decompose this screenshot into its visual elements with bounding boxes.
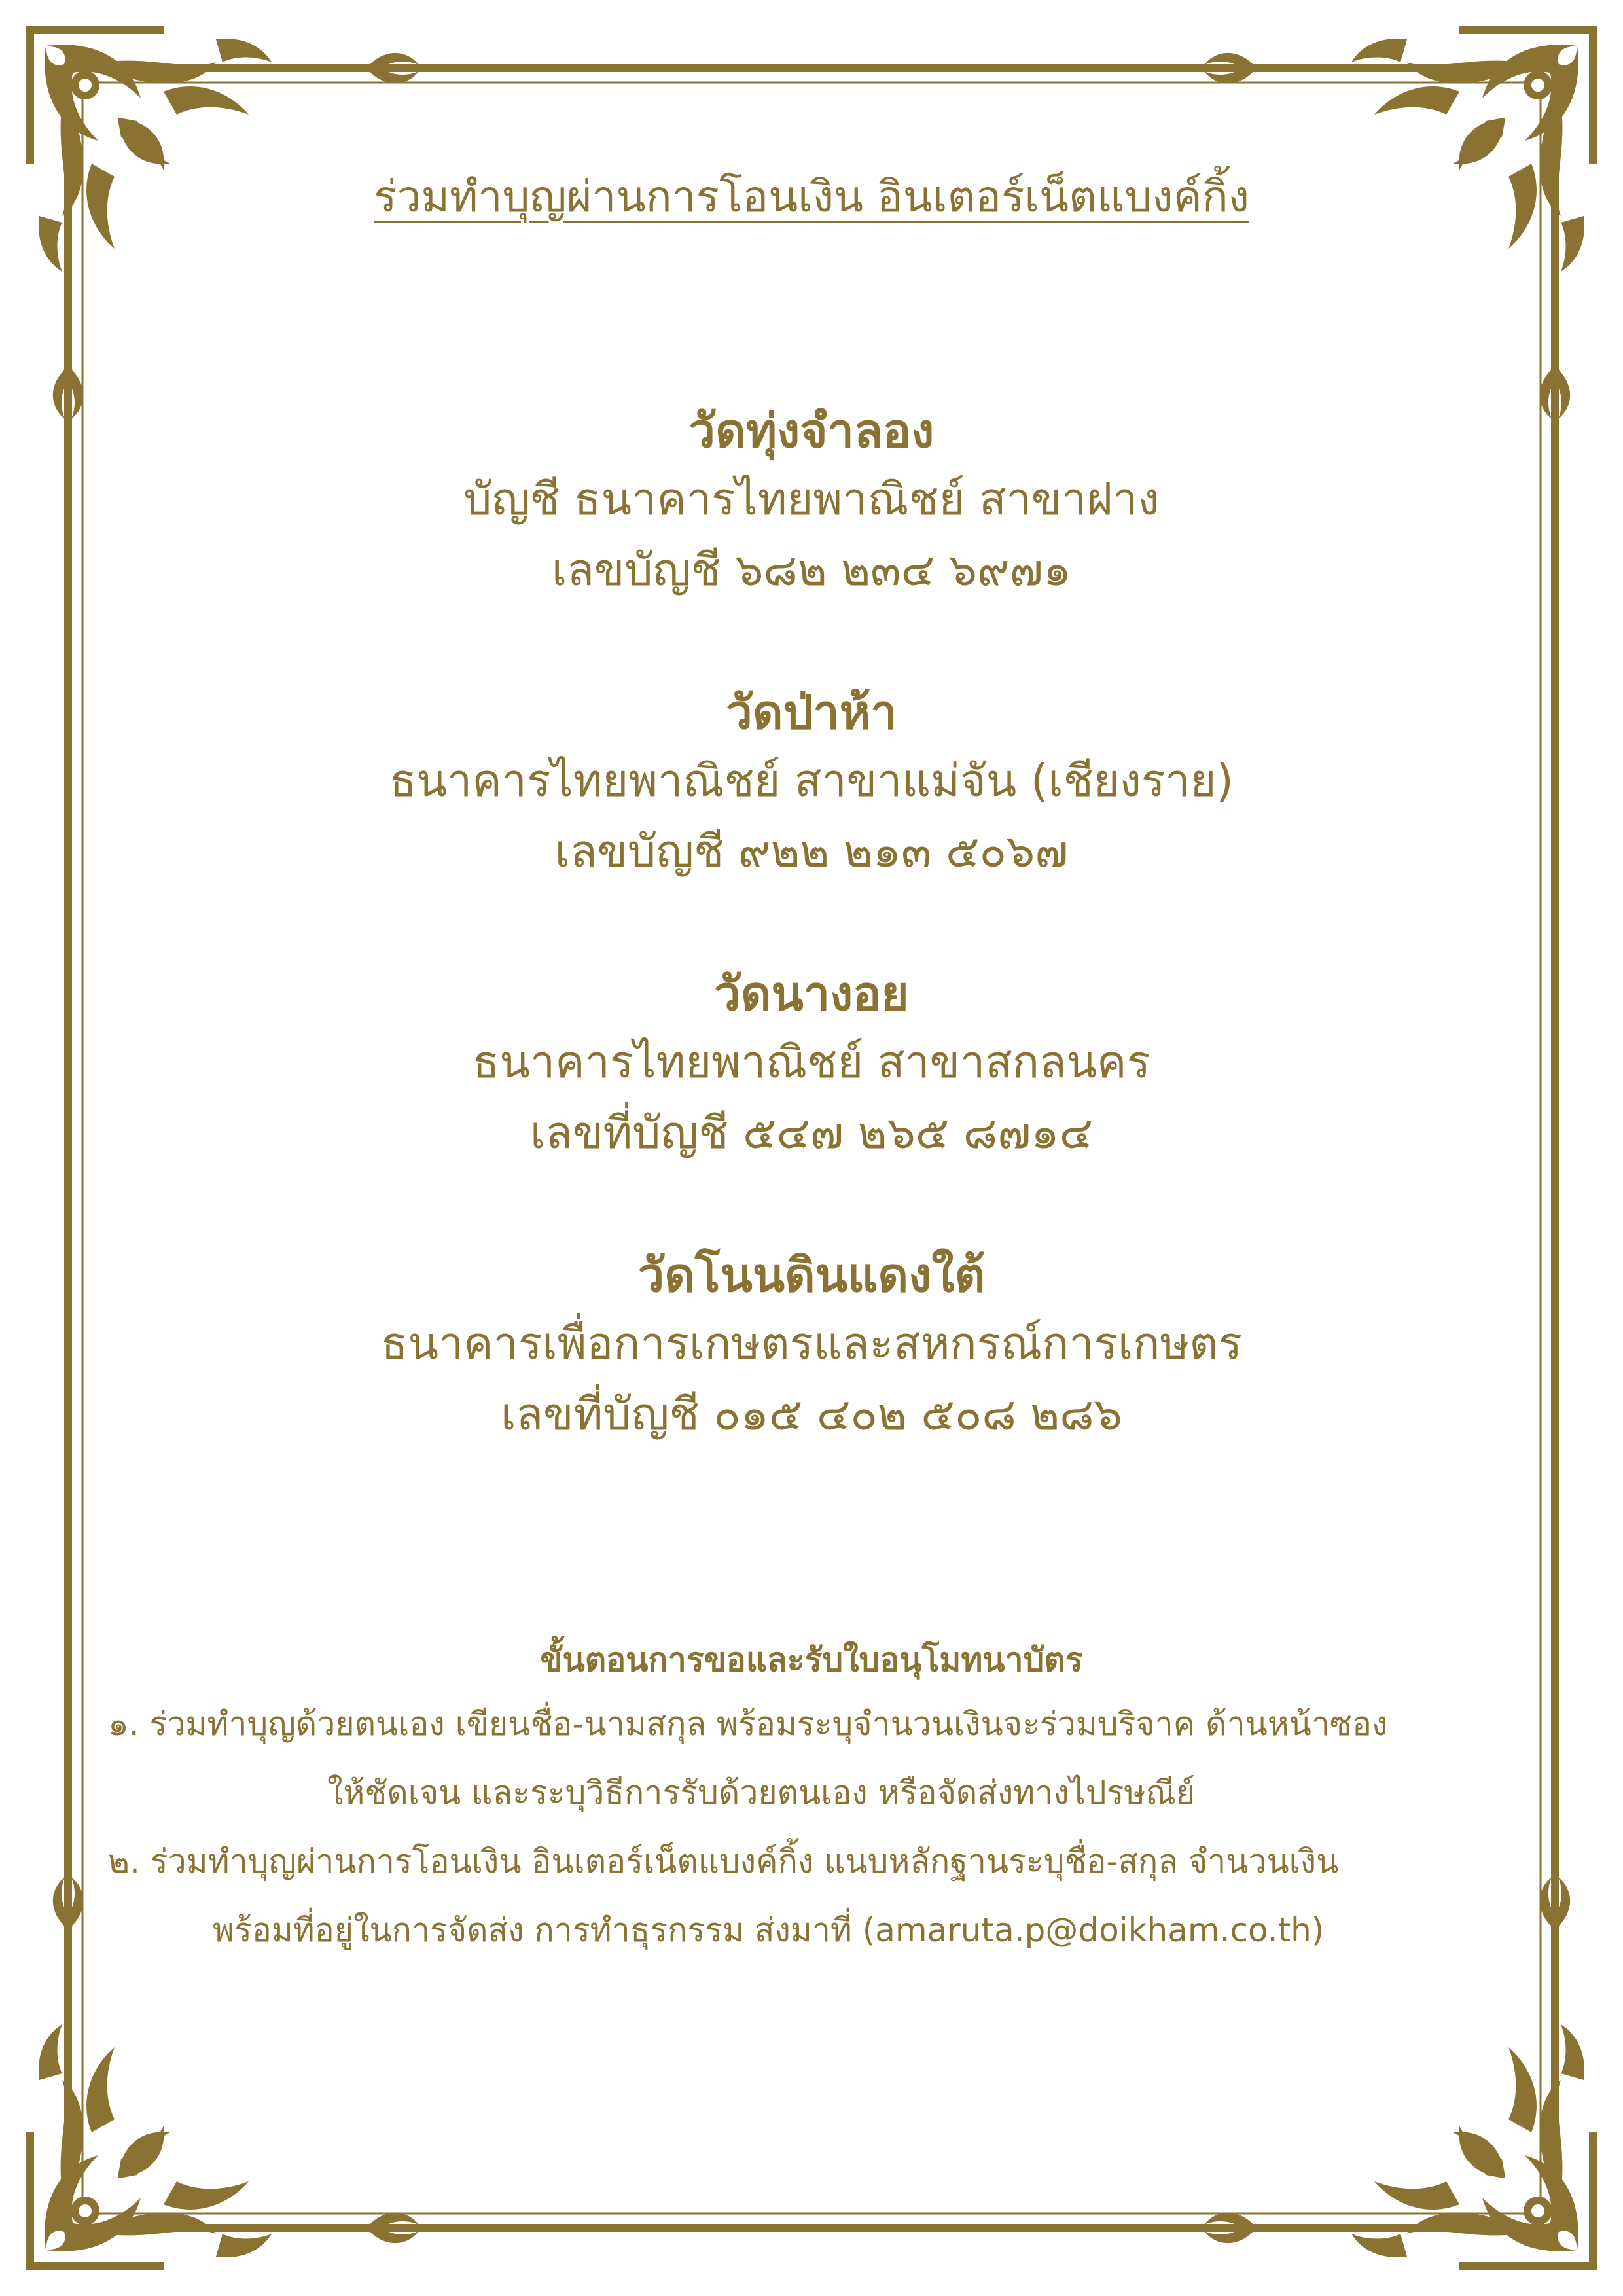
temple-name: วัดนางอย: [714, 966, 909, 1021]
step-1-line-1: ๑. ร่วมทำบุญด้วยตนเอง เขียนชื่อ-นามสกุล พร้อมระบุจำนวนเงินจะร่วมบริจาค ด้านหน้าซอง: [108, 1705, 1388, 1743]
steps-heading: ขั้นตอนการขอและรับใบอนุโมทนาบัตร: [540, 1641, 1083, 1679]
step-2-line-1: ๒. ร่วมทำบุญผ่านการโอนเงิน อินเตอร์เน็ตแบงค์กิ้ง แนบหลักฐานระบุชื่อ-สกุล จำนวนเงิน: [108, 1842, 1339, 1880]
temple-name: วัดโนนดินแดงใต้: [637, 1247, 986, 1302]
account-number: เลขบัญชี ๙๒๒ ๒๑๓ ๕๐๖๗: [554, 826, 1069, 878]
account-number: เลขที่บัญชี ๕๔๗ ๒๖๕ ๘๗๑๔: [529, 1107, 1094, 1159]
step-1-line-2: ให้ชัดเจน และระบุวิธีการรับด้วยตนเอง หรือจัดส่งทางไปรษณีย์: [327, 1774, 1196, 1812]
temple-name: วัดป่าห้า: [726, 685, 897, 740]
bank-branch: ธนาคารไทยพาณิชย์ สาขาสกลนคร: [472, 1037, 1151, 1088]
page-title: ร่วมทำบุญผ่านการโอนเงิน อินเตอร์เน็ตแบงค์กิ้ง: [374, 171, 1249, 222]
bank-branch: ธนาคารไทยพาณิชย์ สาขาแม่จัน (เชียงราย): [389, 755, 1234, 807]
temple-name: วัดทุ่งจำลอง: [688, 403, 935, 458]
account-number: เลขที่บัญชี ๐๑๕ ๔๐๒ ๕๐๘ ๒๘๖: [501, 1389, 1122, 1441]
step-2-line-2: พร้อมที่อยู่ในการจัดส่ง การทำธุรกรรม ส่งมาที่ (amaruta.p@doikham.co.th): [213, 1911, 1325, 1949]
bank-branch: บัญชี ธนาคารไทยพาณิชย์ สาขาฝาง: [463, 474, 1160, 526]
bank-branch: ธนาคารเพื่อการเกษตรและสหกรณ์การเกษตร: [380, 1318, 1242, 1370]
account-number: เลขบัญชี ๖๘๒ ๒๓๔ ๖๙๗๑: [552, 545, 1071, 596]
